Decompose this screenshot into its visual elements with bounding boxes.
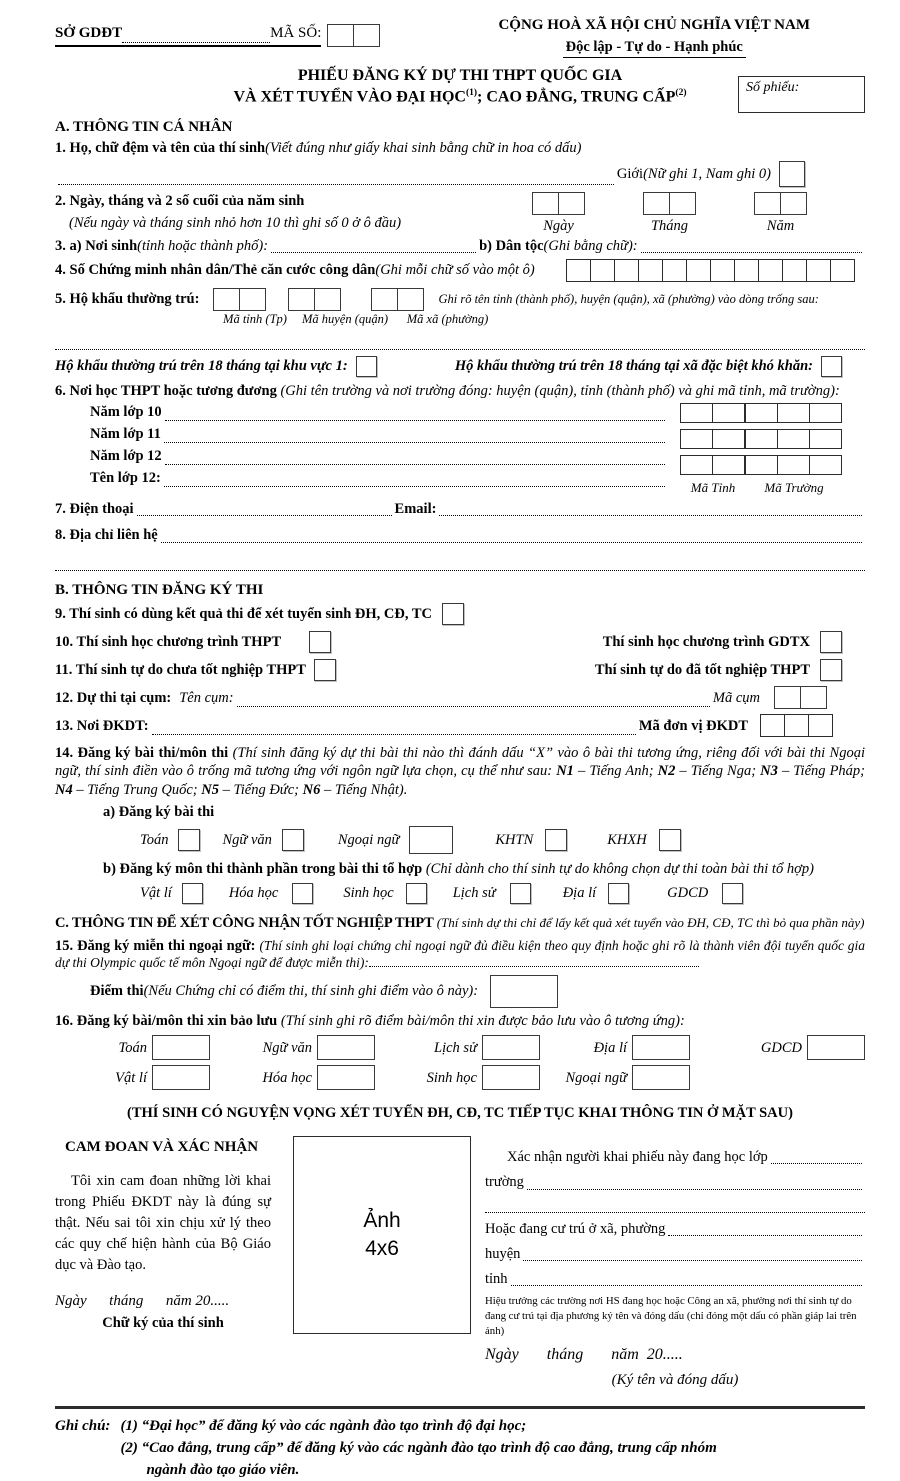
field-12 <box>55 686 865 709</box>
bl-ngu-van-box[interactable] <box>317 1035 375 1060</box>
field-11b-checkbox[interactable] <box>820 659 842 681</box>
cap-ma-huyen: Mã huyện (quận) <box>301 311 389 326</box>
field-16-row1 <box>55 1035 865 1060</box>
commitment-column <box>55 1134 271 1390</box>
grade10-write-line[interactable] <box>165 407 665 421</box>
bl-gdcd-label: GDCD <box>760 1039 802 1056</box>
truong-row-2 <box>485 1199 865 1213</box>
cam-doan-title: CAM ĐOAN VÀ XÁC NHẬN <box>65 1139 259 1156</box>
grade11-write-line[interactable] <box>164 429 665 443</box>
confirmation-column <box>471 1134 865 1390</box>
address-write-line-2-row <box>55 557 865 571</box>
field-1-label: 1. Họ, chữ đệm và tên của thí sinh <box>55 139 266 156</box>
toan-checkbox[interactable] <box>178 829 200 851</box>
field-1-note: (Viết đúng như giấy khai sinh bằng chữ in hoa có dấu) <box>265 139 582 156</box>
gdcd-checkbox[interactable] <box>722 883 743 904</box>
field-6-label: 6. Nơi học THPT hoặc tương đương <box>55 382 281 399</box>
field-16-label-row <box>55 1012 865 1030</box>
lich-su-checkbox[interactable] <box>510 883 531 904</box>
gender-label: Giới <box>616 165 644 182</box>
bl-dia-li-label: Địa lí <box>593 1039 627 1056</box>
khxh-label: KHXH <box>607 831 647 848</box>
cu-tru-label: Hoặc đang cư trú ở xã, phường <box>485 1220 666 1237</box>
bl-ngoai-ngu-label: Ngoại ngữ <box>565 1069 627 1086</box>
section-a-title: A. THÔNG TIN CÁ NHÂN <box>55 118 233 135</box>
field-2-note: (Nếu ngày và tháng sinh nhỏ hơn 10 thì ghi số 0 ở ô đầu) <box>69 214 402 231</box>
grade11-row <box>55 423 668 445</box>
field-11 <box>55 659 865 681</box>
field-13-label: 13. Nơi ĐKDT: <box>55 717 149 734</box>
field-15-label: 15. Đăng ký miễn thi ngoại ngữ: <box>55 938 260 955</box>
vat-li-checkbox[interactable] <box>182 883 203 904</box>
khxh-checkbox[interactable] <box>659 829 681 851</box>
chu-ky-label: Chữ ký của thí sinh <box>102 1314 224 1331</box>
bl-lich-su-label: Lịch sử <box>434 1039 477 1056</box>
field-3b-label: b) Dân tộc <box>479 237 544 254</box>
toan-label: Toán <box>140 831 169 848</box>
diem-thi-note: (Nếu Chứng chỉ có điểm thi, thí sinh ghi điểm vào ô này): <box>143 983 479 1000</box>
khtn-checkbox[interactable] <box>545 829 567 851</box>
ma-so-boxes[interactable] <box>327 24 380 47</box>
lop-write-line[interactable] <box>771 1150 862 1164</box>
field-16-row2 <box>55 1065 865 1090</box>
sinh-hoc-checkbox[interactable] <box>406 883 427 904</box>
address-write-line-2[interactable] <box>55 557 865 571</box>
tinh-label: tỉnh <box>485 1270 508 1287</box>
field-14a-label: a) Đăng ký bài thi <box>103 803 215 820</box>
bl-sinh-hoc-label: Sinh học <box>426 1069 477 1086</box>
gender-checkbox[interactable] <box>779 161 805 187</box>
bl-hoa-hoc-box[interactable] <box>317 1065 375 1090</box>
residence-district-boxes[interactable] <box>288 288 341 311</box>
xac-nhan-label: Xác nhận người khai phiếu này đang học lớp <box>507 1149 768 1166</box>
diem-thi-label: Điểm thi <box>90 983 144 1000</box>
ngu-van-checkbox[interactable] <box>282 829 304 851</box>
footer-note-2: (2) “Cao đẳng, trung cấp” để đăng ký vào các ngành đào tạo trình độ cao đẳng, trung cấp nhóm ngành đào tạo giáo viên. <box>120 1439 717 1478</box>
field-7-label: 7. Điện thoại <box>55 501 134 518</box>
school-code-captions <box>680 480 842 496</box>
ma-cum-boxes[interactable] <box>774 686 827 709</box>
field-5 <box>55 288 865 311</box>
photo-label-line1: Ảnh <box>363 1208 401 1232</box>
cam-doan-text: Tôi xin cam đoan những lời khai trong Phiếu ĐKDT này là đúng sự thật. Nếu sai tôi xin chịu xử lý theo các quy chế hiện hành của Bộ Giáo dục và Đào tạo. <box>55 1173 271 1274</box>
ngoai-ngu-box[interactable] <box>409 826 453 854</box>
field-3a-note: (tỉnh hoặc thành phố): <box>137 237 269 254</box>
field-6-note: (Ghi tên trường và nơi trường đóng: huyện (quận), tỉnh (thành phố) và ghi mã tỉnh, mã trường): <box>280 382 840 399</box>
residence-write-line-row <box>55 336 865 350</box>
bl-toan-box[interactable] <box>152 1035 210 1060</box>
field-14b-label-row <box>55 860 865 878</box>
field-8 <box>55 526 865 544</box>
field-14b-row <box>55 883 865 904</box>
school-code-boxes <box>680 401 842 497</box>
lich-su-label: Lịch sử <box>452 885 496 902</box>
field-9-checkbox[interactable] <box>442 603 464 625</box>
field-15 <box>55 937 865 972</box>
field-10 <box>55 631 865 653</box>
field-1 <box>55 139 865 157</box>
grade12-row <box>55 445 668 467</box>
grade10-row <box>55 401 668 423</box>
diem-thi-box[interactable] <box>490 975 558 1008</box>
truong-write-line[interactable] <box>527 1176 862 1190</box>
ma-so-label: MÃ SỐ: <box>270 25 322 41</box>
hoa-hoc-checkbox[interactable] <box>292 883 313 904</box>
kho-khan-checkbox[interactable] <box>821 356 842 377</box>
field-15-note: (Thí sinh ghi loại chứng chỉ ngoại ngữ đủ điều kiện theo quy định hoặc ghi rõ là thành viên đội tuyển quốc gia dự thi Olympic quốc tế môn Ngoại ngữ để được miễn thi): <box>55 938 865 971</box>
field-3a-label: 3. a) Nơi sinh <box>55 237 138 254</box>
truong-write-line-2[interactable] <box>485 1199 865 1213</box>
field-15-diem-row <box>55 975 865 1008</box>
field-4-note: (Ghi mỗi chữ số vào một ô) <box>375 262 535 279</box>
bl-vat-li-box[interactable] <box>152 1065 210 1090</box>
email-label: Email: <box>394 501 437 518</box>
so-gddt-label: SỞ GDĐT <box>55 25 123 41</box>
cap-ma-truong: Mã Trường <box>764 480 824 496</box>
grade12-write-line[interactable] <box>165 451 665 465</box>
field-3b-note: (Ghi bằng chữ): <box>543 237 638 254</box>
date-line-left[interactable]: Ngày tháng năm 20..... <box>55 1293 230 1310</box>
form-title-line1: PHIẾU ĐĂNG KÝ DỰ THI THPT QUỐC GIA <box>297 66 623 84</box>
field-14b-note: (Chỉ dành cho thí sinh tự do không chọn dự thi toàn bài thi tổ hợp) <box>425 860 814 877</box>
field-5-note: Ghi rõ tên tỉnh (thành phố), huyện (quận), xã (phường) vào dòng trống sau: <box>438 291 819 306</box>
gender-note: (Nữ ghi 1, Nam ghi 0) <box>643 165 771 182</box>
huyen-row <box>485 1245 865 1263</box>
field-12-label: 12. Dự thi tại cụm: <box>55 689 172 706</box>
hoa-hoc-label: Hóa học <box>228 885 279 902</box>
grade11-label: Năm lớp 11 <box>90 425 161 442</box>
field-1-name-row <box>55 161 865 187</box>
field-10b-checkbox[interactable] <box>820 631 842 653</box>
form-title-line2: VÀ XÉT TUYỂN VÀO ĐẠI HỌC$^{(1)}$; CAO ĐẲNG, TRUNG CẤP$^{(2)}$ <box>233 87 687 105</box>
bl-hoa-hoc-label: Hóa học <box>262 1069 312 1086</box>
cap-ma-tinh: Mã tỉnh (Tp) <box>223 311 287 326</box>
header <box>55 16 865 58</box>
field-5-captions <box>55 312 865 328</box>
field-9 <box>55 603 865 625</box>
id-number-boxes[interactable] <box>566 259 855 282</box>
ten-cum-write-line[interactable] <box>237 693 710 707</box>
field-11b-label: Thí sinh tự do đã tốt nghiệp THPT <box>594 662 810 679</box>
grade10-label: Năm lớp 10 <box>90 403 162 420</box>
dia-li-label: Địa lí <box>562 885 597 902</box>
field-10a-label: 10. Thí sinh học chương trình THPT <box>55 634 282 651</box>
ten-cum-label: Tên cụm: <box>179 689 234 706</box>
cap-ma-xa: Mã xã (phường) <box>406 311 489 326</box>
field-2 <box>55 192 865 235</box>
so-gddt-write-line[interactable] <box>122 31 270 43</box>
ma-cum-label: Mã cụm <box>712 689 760 706</box>
so-phieu-box[interactable] <box>738 76 865 113</box>
birthplace-write-line[interactable] <box>271 239 476 253</box>
cap-thang: Tháng <box>650 217 689 234</box>
bl-toan-label: Toán <box>118 1039 147 1056</box>
field-16-label: 16. Đăng ký bài/môn thi xin bảo lưu <box>55 1013 281 1030</box>
bl-gdcd-box[interactable] <box>807 1035 865 1060</box>
photo-box <box>293 1136 471 1334</box>
bl-dia-li-box[interactable] <box>632 1035 690 1060</box>
bl-sinh-hoc-box[interactable] <box>482 1065 540 1090</box>
name-write-line[interactable] <box>58 171 614 185</box>
cap-ma-tinh-school: Mã Tỉnh <box>690 480 736 496</box>
dia-li-checkbox[interactable] <box>608 883 629 904</box>
khtn-label: KHTN <box>495 831 534 848</box>
quoc-hieu: CỘNG HOÀ XÃ HỘI CHỦ NGHĨA VIỆT NAM <box>498 17 810 33</box>
grade11-code-boxes[interactable] <box>680 429 842 449</box>
tieu-ngu: Độc lập - Tự do - Hạnh phúc <box>563 37 746 58</box>
ma-don-vi-label: Mã đơn vị ĐKDT <box>638 717 748 734</box>
birthdate-boxes <box>532 192 807 235</box>
email-write-line[interactable] <box>439 502 862 516</box>
tinh-row <box>485 1270 865 1288</box>
grade10-code-boxes[interactable] <box>680 403 842 423</box>
field-5b <box>55 356 865 377</box>
huyen-label: huyện <box>485 1245 521 1262</box>
class12-row <box>55 467 668 489</box>
kv1-label-text: Hộ khẩu thường trú trên 18 tháng tại khu vực 1: <box>55 357 348 374</box>
section-c-title: C. THÔNG TIN ĐỂ XÉT CÔNG NHẬN TỐT NGHIỆP THPT <box>55 914 437 931</box>
section-c-note: (Thí sinh dự thi chỉ để lấy kết quả xét tuyển vào ĐH, CĐ, TC thì bỏ qua phần này) <box>436 914 865 930</box>
xac-nhan-row <box>485 1148 865 1166</box>
footer-note-1: (1) “Đại học” để đăng ký vào các ngành đào tạo trình độ đại học; <box>120 1418 527 1434</box>
field-16-note: (Thí sinh ghi rõ điểm bài/môn thi xin được bảo lưu vào ô tương ứng): <box>280 1013 685 1030</box>
field-5-label: 5. Hộ khẩu thường trú: <box>55 291 200 308</box>
field-14-label: 14. Đăng ký bài thi/môn thi <box>55 745 233 762</box>
class12-write-line[interactable] <box>164 473 665 487</box>
field-13 <box>55 714 865 737</box>
field-4-label: 4. Số Chứng minh nhân dân/Thẻ căn cước công dân <box>55 262 376 279</box>
ethnicity-write-line[interactable] <box>641 239 862 253</box>
field-14b-label: b) Đăng ký môn thi thành phần trong bài thi tổ hợp <box>103 860 426 877</box>
field-9-label: 9. Thí sinh có dùng kết quả thi để xét tuyển sinh ĐH, CĐ, TC <box>55 606 432 623</box>
residence-province-boxes[interactable] <box>213 288 266 311</box>
field-14-note: (Thí sinh đăng ký dự thi bài thi nào thì đánh dấu “X” vào ô bài thi tương ứng, riêng đối với bài thi Ngoại ngữ, thí sinh điền vào ô trống mã tương ứng với ngôn ngữ lựa chọn, cụ thể như sau: N1 – Tiếng Anh; N2 – Tiếng Nga; N3 – Tiếng Pháp; N4 – Tiếng Trung Quốc; N5 – Tiếng Đức; N6 – Tiếng Nhật). <box>55 745 866 798</box>
field-4 <box>55 259 865 282</box>
mat-sau-note: (THÍ SINH CÓ NGUYỆN VỌNG XÉT TUYỂN ĐH, CĐ, TC TIẾP TỤC KHAI THÔNG TIN Ở MẶT SAU) <box>127 1105 793 1122</box>
gdcd-label: GDCD <box>667 885 709 902</box>
bl-ngoai-ngu-box[interactable] <box>632 1065 690 1090</box>
field-6-label-row <box>55 382 865 400</box>
field-3 <box>55 237 865 255</box>
address-write-line[interactable] <box>161 529 862 543</box>
so-gddt-line <box>55 24 380 47</box>
residence-write-line[interactable] <box>55 336 865 350</box>
bl-vat-li-label: Vật lí <box>115 1069 147 1086</box>
cap-ngay: Ngày <box>543 217 574 234</box>
ghi-chu-label: Ghi chú: <box>55 1418 111 1434</box>
residence-commune-boxes[interactable] <box>371 288 424 311</box>
field-11a-checkbox[interactable] <box>314 659 336 681</box>
ky-ten-label: (Ký tên và đóng dấu) <box>611 1372 739 1389</box>
grade12-label: Năm lớp 12 <box>90 447 162 464</box>
grade12-code-boxes[interactable] <box>680 455 842 475</box>
cu-tru-write-line[interactable] <box>668 1222 862 1236</box>
mien-thi-write-line[interactable] <box>369 955 699 967</box>
birth-month-boxes[interactable] <box>643 192 696 215</box>
field-10b-label: Thí sinh học chương trình GDTX <box>602 634 810 651</box>
vat-li-label: Vật lí <box>140 885 172 902</box>
truong-label: trường <box>485 1174 524 1191</box>
ngu-van-label: Ngữ văn <box>222 831 272 848</box>
kv1-checkbox[interactable] <box>356 356 377 377</box>
hieu-truong-note: Hiệu trưởng các trường nơi HS đang học hoặc Công an xã, phường nơi thí sinh tự do đang cư trú tại địa phương ký tên và đóng dấu (chỉ đóng một dấu có phần giáp lai trên ảnh) <box>485 1294 857 1338</box>
date-line-right[interactable]: Ngày tháng năm 20..... <box>485 1346 683 1364</box>
field-2-label: 2. Ngày, tháng và 2 số cuối của năm sinh <box>55 192 305 209</box>
truong-row <box>485 1173 865 1191</box>
bl-lich-su-box[interactable] <box>482 1035 540 1060</box>
field-8-label: 8. Địa chỉ liên hệ <box>55 527 158 544</box>
footer-notes-list <box>120 1416 716 1481</box>
photo-label-line2: 4x6 <box>365 1237 399 1261</box>
field-14 <box>55 744 865 798</box>
field-6-grid <box>55 401 865 497</box>
dkdt-write-line[interactable] <box>152 721 636 735</box>
huyen-write-line[interactable] <box>523 1247 862 1261</box>
field-11a-label: 11. Thí sinh tự do chưa tốt nghiệp THPT <box>55 662 306 679</box>
so-phieu-label: Số phiếu: <box>746 80 800 95</box>
footer-notes <box>55 1406 865 1481</box>
sinh-hoc-label: Sinh học <box>343 885 394 902</box>
ngoai-ngu-label: Ngoại ngữ <box>337 831 400 848</box>
national-motto <box>498 16 810 58</box>
phone-write-line[interactable] <box>137 502 392 516</box>
kho-khan-label: Hộ khẩu thường trú trên 18 tháng tại xã đặc biệt khó khăn: <box>454 357 813 374</box>
section-c-title-row <box>55 914 865 932</box>
ma-don-vi-boxes[interactable] <box>760 714 833 737</box>
bottom-block <box>55 1134 865 1390</box>
field-10a-checkbox[interactable] <box>309 631 331 653</box>
class12-label: Tên lớp 12: <box>90 469 161 486</box>
birth-day-boxes[interactable] <box>532 192 585 215</box>
field-7 <box>55 500 865 518</box>
cu-tru-row <box>485 1220 865 1238</box>
field-14a-row <box>55 826 865 854</box>
tinh-write-line[interactable] <box>511 1272 862 1286</box>
bl-ngu-van-label: Ngữ văn <box>262 1039 312 1056</box>
birth-year-boxes[interactable] <box>754 192 807 215</box>
cap-nam: Năm <box>766 217 795 234</box>
section-b-title: B. THÔNG TIN ĐĂNG KÝ THI <box>55 581 264 598</box>
